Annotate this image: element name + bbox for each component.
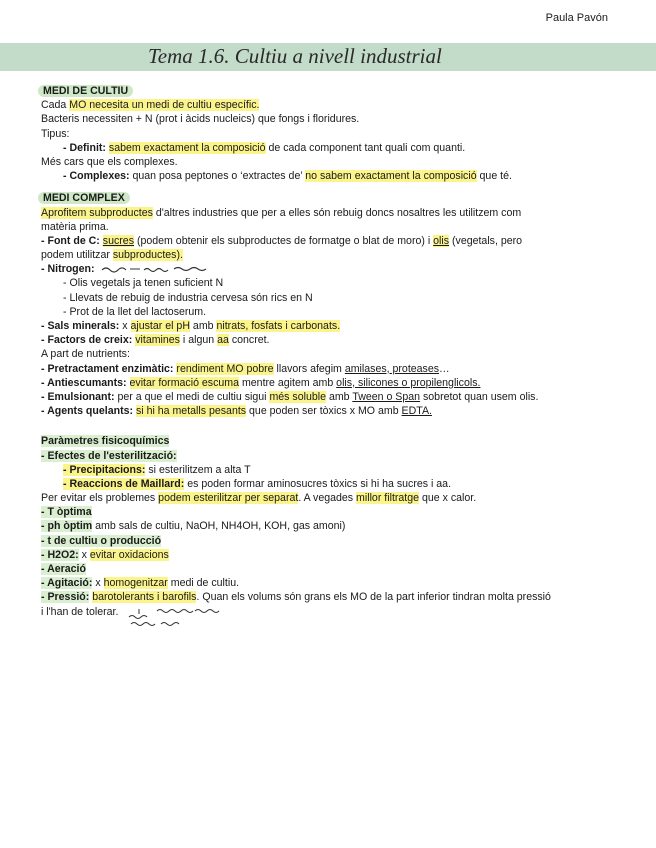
item-label: - Pretractament enzimàtic: (41, 362, 174, 375)
text: si esterilitzem a alta T (145, 463, 251, 476)
list-item (41, 333, 621, 347)
item-label: - Definit: (63, 141, 106, 154)
handwritten-note-icon (98, 264, 218, 274)
section-heading: Paràmetres fisicoquímics (41, 435, 170, 448)
section-medi-complex (41, 191, 621, 205)
item-label: - Nitrogen: (41, 263, 95, 276)
nitrogen-subitem: - Llevats de rebuig de industria cervesa són rics en N (63, 291, 313, 304)
list-item (41, 319, 621, 333)
text: medi de cultiu. (167, 577, 240, 590)
list-item (41, 562, 621, 576)
text: quan posa peptones o ‘extractes de’ (129, 170, 306, 183)
text: i algun (179, 334, 218, 347)
highlight: millor filtratge (356, 492, 420, 505)
highlight: si hi ha metalls pesants (135, 405, 247, 418)
text: . Quan els volums són grans els MO de la part inferior tindran molta pressió (196, 591, 551, 604)
item-label: - Antiescumants: (41, 376, 127, 389)
item-label: - Factors de creix: (41, 334, 133, 347)
list-item (41, 534, 621, 548)
highlight: ajustar el pH (130, 320, 190, 332)
item-label: - Aeració (41, 563, 86, 575)
text-line: Més cars que els complexes. (41, 155, 178, 168)
text: per a que el medi de cultiu sigui (114, 390, 270, 403)
highlight: vitamines (135, 334, 180, 347)
text-line (41, 248, 621, 262)
text-line (41, 98, 621, 112)
text: Cada (41, 99, 70, 112)
underlined-term: olis (433, 234, 450, 247)
highlight: barotolerants i barofils (92, 591, 197, 604)
text: amb sals de cultiu, NaOH, NH4OH, KOH, gas amoni) (92, 520, 346, 533)
text-line (41, 605, 621, 619)
section-medi-cultiu (41, 84, 621, 98)
text-line: Tipus: (41, 127, 70, 140)
text: x (78, 548, 90, 561)
list-item (41, 477, 621, 491)
section-parametres (41, 434, 621, 448)
underlined-term: EDTA. (401, 405, 432, 418)
list-item (41, 463, 621, 477)
text-line (41, 206, 621, 220)
underlined-term: sucres (102, 234, 134, 247)
text: sobretot quan usem olis. (420, 390, 539, 403)
list-item (41, 234, 621, 248)
text-line: A part de nutrients: (41, 348, 130, 361)
item-label: - Pressió: (41, 591, 90, 604)
text: (podem obtenir els subproductes de formatge o blat de moro) i (134, 234, 434, 247)
handwritten-annotation-icon (121, 605, 261, 627)
item-label: - Agitació: (41, 577, 93, 590)
section-heading: MEDI DE CULTIU (38, 85, 133, 97)
text-line: matèria prima. (41, 220, 109, 233)
text: mentre agitem amb (239, 376, 337, 389)
list-item (41, 505, 621, 519)
item-label: - H2O2: (41, 548, 79, 561)
highlight: MO necesita un medi de cultiu específic. (69, 99, 260, 112)
underlined-term: amilases, proteases (344, 362, 440, 375)
highlight: nitrats, fosfats i carbonats. (216, 320, 341, 332)
text: . A vegades (298, 492, 357, 505)
highlight: més soluble (269, 390, 326, 403)
item-label: - T òptima (41, 506, 92, 519)
text: amb (189, 320, 217, 332)
text: que poden ser tòxics x MO amb (246, 405, 402, 418)
item-label: - t de cultiu o producció (41, 534, 162, 547)
text: d'altres industries que per a elles són rebuig doncs nosaltres les utilitzem com (152, 206, 522, 219)
item-label: - Complexes: (63, 170, 130, 183)
text: de cada component tant quali com quanti. (265, 141, 466, 154)
list-item (41, 519, 621, 533)
list-item (41, 404, 621, 418)
highlight: sabem exactament la composició (108, 141, 266, 154)
section-heading: MEDI COMPLEX (38, 192, 130, 204)
item-label: - Precipitacions: (63, 463, 146, 476)
text: llavors afegim (273, 362, 345, 375)
text: ). (176, 249, 183, 262)
text: x (119, 320, 131, 332)
highlight: Aprofitem subproductes (41, 206, 153, 219)
text: x (92, 577, 104, 590)
text: es poden formar aminosucres tòxics si hi ha sucres i aa. (184, 477, 452, 490)
item-label: - Sals minerals: (41, 320, 120, 332)
author-name: Paula Pavón (545, 12, 608, 24)
text: Per evitar els problemes (41, 492, 159, 505)
text: que té. (476, 170, 512, 183)
highlight: aa (217, 334, 229, 347)
highlight: homogenitzar (103, 577, 168, 590)
text: i l'han de tolerar. (41, 605, 119, 618)
item-label: - ph òptim (41, 520, 93, 533)
underlined-term: Tween o Span (352, 390, 421, 403)
text: (vegetals, pero (449, 234, 523, 247)
list-item (41, 376, 621, 390)
list-item (41, 169, 621, 183)
text-line: Bacteris necessiten + N (prot i àcids nucleics) que fongs i floridures. (41, 113, 360, 126)
list-item (41, 390, 621, 404)
item-label: - Efectes de l'esterilització: (41, 449, 177, 462)
list-item (41, 362, 621, 376)
underlined-term: olis, silicones o propilenglicols. (336, 376, 481, 389)
list-item (41, 262, 621, 276)
text: concret. (228, 334, 270, 347)
item-label: - Agents quelants: (41, 405, 134, 418)
nitrogen-subitem: - Olis vegetals ja tenen suficient N (63, 277, 224, 290)
highlight: rendiment MO pobre (176, 362, 274, 375)
text: … (439, 362, 450, 375)
text: amb (326, 390, 353, 403)
nitrogen-subitem: - Prot de la llet del lactoserum. (63, 305, 207, 318)
text: que x calor. (419, 492, 477, 505)
item-label: - Font de C: (41, 234, 100, 247)
list-item (41, 576, 621, 590)
highlight: subproductes (112, 249, 177, 262)
highlight: evitar formació escuma (129, 376, 240, 389)
highlight: evitar oxidacions (89, 548, 169, 561)
document-body (41, 84, 621, 619)
page-title: Tema 1.6. Cultiu a nivell industrial (148, 44, 442, 68)
list-item (41, 590, 621, 604)
list-item (41, 141, 621, 155)
list-item (41, 449, 621, 463)
highlight: podem esterilitzar per separat (158, 492, 299, 505)
highlight: no sabem exactament la composició (305, 170, 477, 183)
item-label: - Emulsionant: (41, 390, 115, 403)
text-line (41, 491, 621, 505)
text: podem utilitzar (41, 249, 113, 262)
item-label: - Reaccions de Maillard: (63, 477, 185, 490)
list-item (41, 548, 621, 562)
